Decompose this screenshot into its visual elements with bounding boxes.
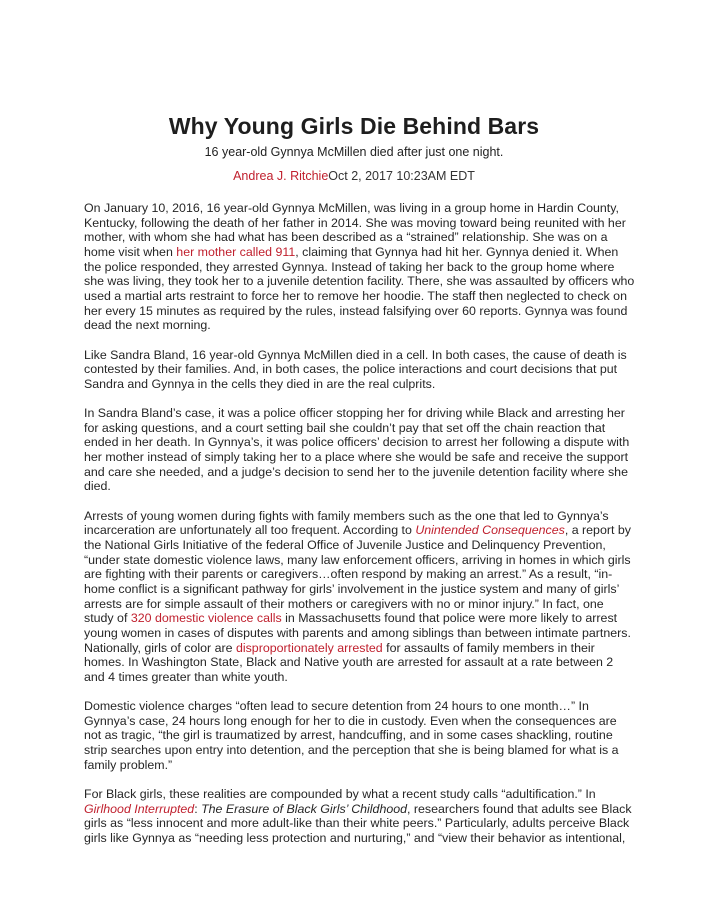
text-segment: are fighting with their parents or caregivers…often respond by making an arrest.” As a result, “in-: [84, 567, 613, 582]
text-segment: and care she needed, and a judge’s decision to send her to the juvenile detention facility where she: [84, 464, 628, 479]
author-link[interactable]: Andrea J. Ritchie: [233, 169, 329, 183]
text-segment: not as tragic, “the girl is traumatized by arrest, handcuffing, and in some cases shackling, routine: [84, 728, 613, 743]
text-line: [84, 582, 644, 597]
text-line: [84, 406, 644, 421]
text-segment: homes. In Washington State, Black and Native youth are arrested for assault at a rate between 2: [84, 655, 614, 670]
article-body: [84, 201, 644, 860]
text-line: [84, 523, 644, 538]
text-line: [84, 362, 644, 377]
text-segment: in Massachusetts found that police were more likely to arrest: [281, 611, 618, 626]
text-segment: The Erasure of Black Girls’ Childhood: [201, 801, 408, 816]
text-segment: strip searches upon entry into detention, and the perception that she is being blamed for what is a: [84, 743, 619, 758]
article-paragraph: [84, 201, 644, 333]
text-segment: Domestic violence charges “often lead to secure detention from 24 hours to one month…” In: [84, 699, 589, 714]
article-title: Why Young Girls Die Behind Bars: [168, 113, 540, 140]
text-line: [84, 289, 644, 304]
text-segment: the police responded, they arrested Gynnya. Instead of taking her back to the group home where: [84, 259, 615, 274]
text-line: [84, 304, 644, 319]
text-segment: Kentucky, following the death of her father in 2014. She was moving toward being reunited with her: [84, 215, 626, 230]
text-segment: her mother instead of simply taking her to a place where she would be safe and receive the support: [84, 450, 629, 465]
text-line: [84, 421, 644, 436]
inline-link[interactable]: 320 domestic violence calls: [130, 611, 282, 626]
text-line: [84, 597, 644, 612]
text-segment: young women in cases of disputes with parents and among siblings than between intimate partners.: [84, 625, 631, 640]
text-line: [84, 553, 644, 568]
text-line: [84, 245, 644, 260]
text-segment: her every 15 minutes as required by the rules, instead falsifying over 60 reports. Gynnya was found: [84, 303, 628, 318]
inline-link[interactable]: her mother called 911: [176, 244, 296, 259]
text-line: [84, 465, 644, 480]
text-segment: Arrests of young women during fights with family members such as the one that led to Gynnya’s: [84, 508, 609, 523]
text-line: [84, 626, 644, 641]
text-line: [84, 230, 644, 245]
text-line: [84, 802, 644, 817]
text-segment: Like Sandra Bland, 16 year-old Gynnya McMillen died in a cell. In both cases, the cause of death is: [84, 347, 627, 362]
text-segment: , researchers found that adults see Black: [407, 801, 632, 816]
inline-link[interactable]: disproportionately arrested: [235, 640, 383, 655]
text-segment: dead the next morning.: [84, 318, 211, 333]
publish-date: Oct 2, 2017 10:23AM EDT: [328, 169, 475, 183]
text-line: [84, 655, 644, 670]
text-line: [84, 274, 644, 289]
text-segment: For Black girls, these realities are compounded by what a recent study calls “adultification.” In: [84, 786, 596, 801]
text-segment: , claiming that Gynnya had hit her. Gynnya denied it. When: [295, 244, 619, 259]
text-line: [84, 699, 644, 714]
text-line: [84, 728, 644, 743]
text-segment: Sandra and Gynnya in the cells they died in are the real culprits.: [84, 376, 436, 391]
text-line: [84, 260, 644, 275]
text-segment: On January 10, 2016, 16 year-old Gynnya McMillen, was living in a group home in Hardin County,: [84, 201, 619, 215]
article-paragraph: [84, 509, 644, 685]
text-segment: girls as “less innocent and more adult-like than their white peers.” Particularly, adults perceive Black: [84, 816, 630, 831]
inline-link[interactable]: Unintended Consequences: [415, 523, 565, 538]
text-segment: In Sandra Bland’s case, it was a police officer stopping her for driving while Black and arresting her: [84, 406, 625, 421]
text-segment: contested by their families. And, in both cases, the police interactions and court decisions that put: [84, 362, 618, 377]
text-segment: home visit when: [84, 244, 177, 259]
text-line: [84, 435, 644, 450]
text-segment: ended in her death. In Gynnya’s, it was police officers’ decision to arrest her following a dispute with: [84, 435, 630, 450]
text-line: [84, 479, 644, 494]
text-line: [84, 201, 644, 216]
text-segment: mother, with whom she had what has been described as a “strained” relationship. She was on a: [84, 230, 608, 245]
text-segment: for asking questions, and a court setting bail she couldn’t pay that set off the chain reaction that: [84, 420, 606, 435]
text-line: [84, 377, 644, 392]
text-segment: incarceration are unfortunately all too frequent. According to: [84, 523, 416, 538]
text-segment: Gynnya’s case, 24 hours long enough for her to die in custody. Even when the consequences are: [84, 713, 617, 728]
text-segment: family problem.”: [84, 757, 173, 772]
text-segment: “under state domestic violence laws, many law enforcement officers, arriving in homes in which girls: [84, 552, 631, 567]
text-line: [84, 611, 644, 626]
byline: [0, 169, 708, 183]
text-line: [84, 758, 644, 773]
text-segment: and 4 times greater than white youth.: [84, 669, 288, 684]
article-paragraph: [84, 787, 644, 846]
text-segment: died.: [84, 479, 111, 494]
text-segment: the National Girls Initiative of the federal Office of Juvenile Justice and Delinquency Prevention,: [84, 537, 606, 552]
text-segment: home conflict is a significant pathway for girls’ involvement in the justice system and many of girls’: [84, 581, 620, 596]
text-segment: used a martial arts restraint to force her to remove her hoodie. The staff then neglected to check on: [84, 288, 627, 303]
text-line: [84, 670, 644, 685]
text-line: [84, 743, 644, 758]
article-paragraph: [84, 348, 644, 392]
text-segment: for assaults of family members in their: [382, 640, 595, 655]
text-segment: Nationally, girls of color are: [84, 640, 236, 655]
text-segment: she was living, they took her to a juvenile detention facility. There, she was assaulted by officers who: [84, 274, 635, 289]
article-paragraph: [84, 699, 644, 772]
text-line: [84, 714, 644, 729]
article-paragraph: [84, 406, 644, 494]
text-line: [84, 567, 644, 582]
text-segment: :: [194, 801, 202, 816]
text-segment: girls like Gynnya as “needing less protection and nurturing,” and “view their behavior as intentional,: [84, 830, 626, 845]
text-line: [84, 538, 644, 553]
text-line: [84, 816, 644, 831]
text-line: [84, 787, 644, 802]
text-line: [84, 641, 644, 656]
text-line: [84, 348, 644, 363]
text-line: [84, 318, 644, 333]
text-line: [84, 509, 644, 524]
inline-link[interactable]: Girlhood Interrupted: [84, 801, 195, 816]
text-line: [84, 216, 644, 231]
text-segment: , a report by: [564, 523, 631, 538]
text-segment: arrests are for simple assault of their mothers or caregivers with no or minor injury.” In fact, one: [84, 596, 604, 611]
text-segment: study of: [84, 611, 131, 626]
text-line: [84, 831, 644, 846]
text-line: [84, 450, 644, 465]
article-subtitle: 16 year-old Gynnya McMillen died after just one night.: [204, 145, 504, 159]
